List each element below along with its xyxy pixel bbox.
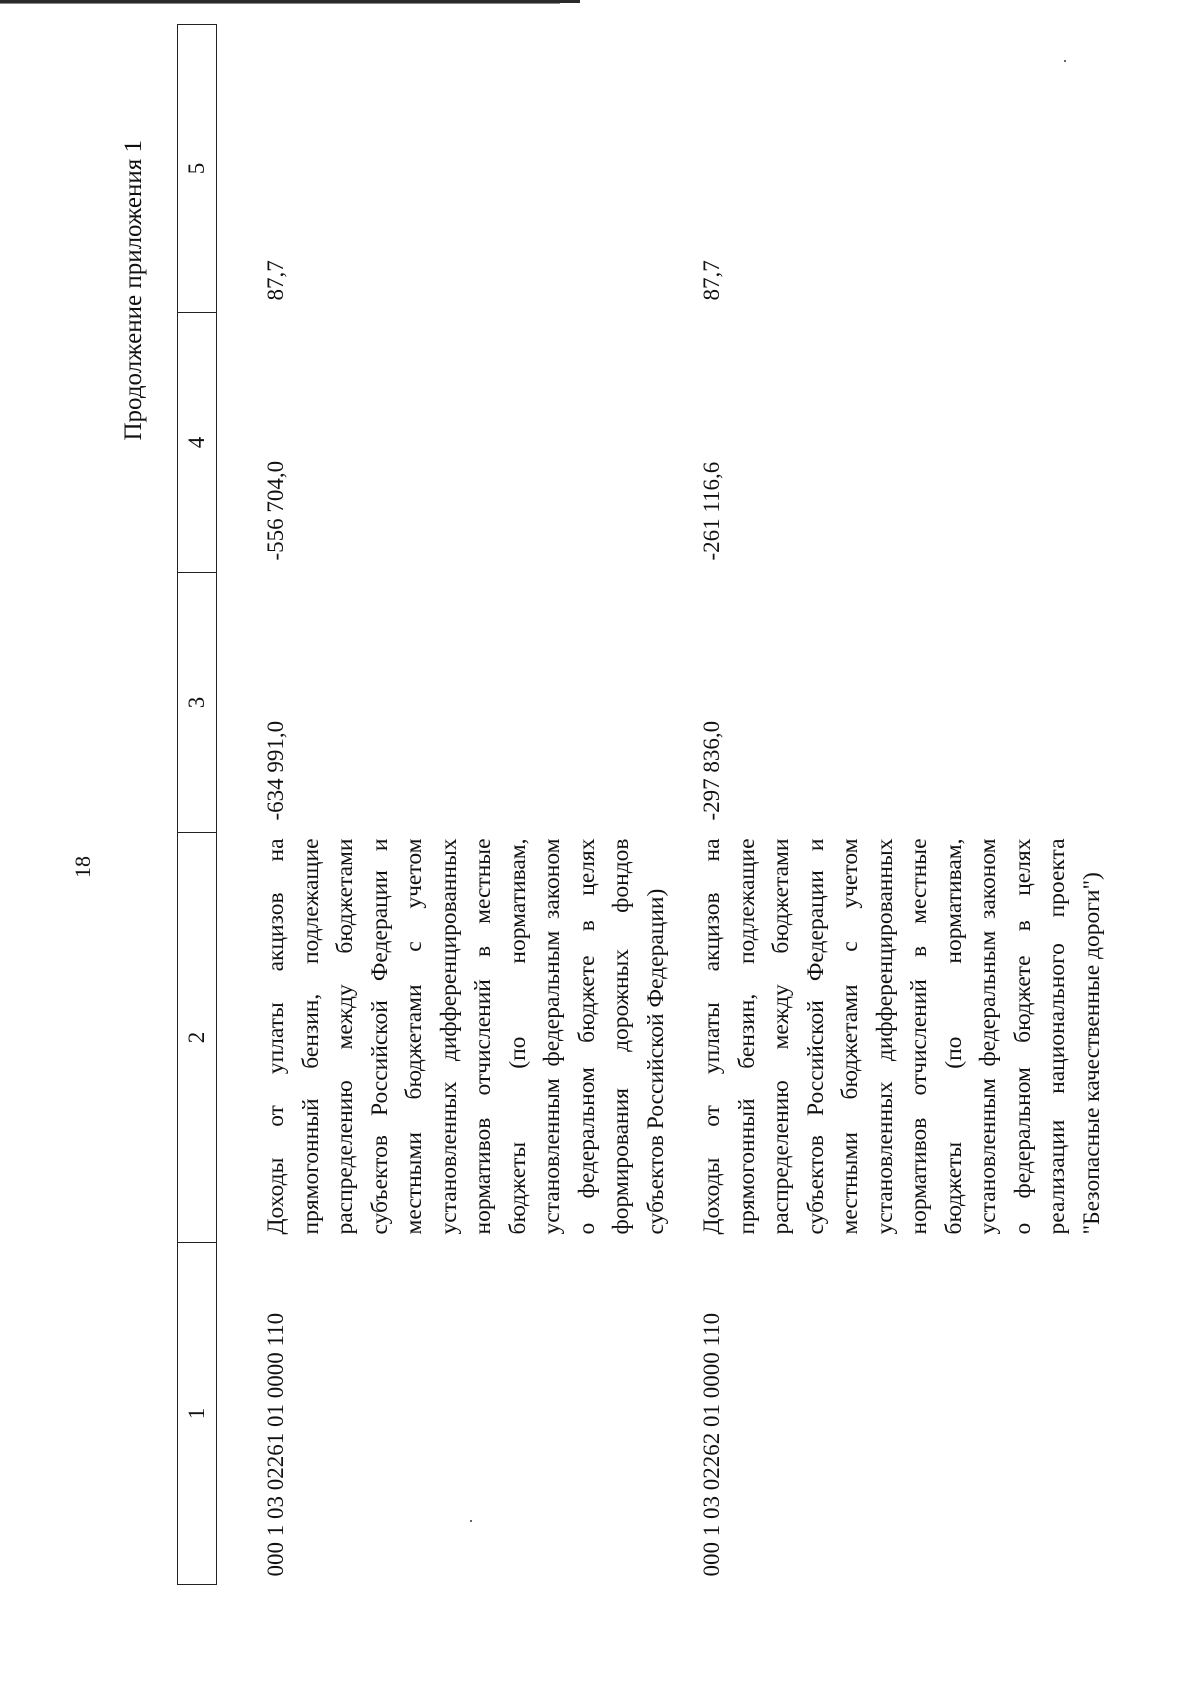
income-description: Доходы от уплаты акцизов на прямогонный бензин, подлежащие распределению между бюджетами субъектов Российской Федерации и местными бюджетами с учетом установленных дифференцированных нормативов отчислений в местные бюджеты (по нормативам, установленным федеральным законом о федеральном бюджете в целях формирования дорожных фондов субъектов Российской Федерации) (263, 838, 669, 1235)
income-description: Доходы от уплаты акцизов на прямогонный бензин, подлежащие распределению между бюджетами субъектов Российской Федерации и местными бюджетами с учетом установленных дифференцированных нормативов отчислений в местные бюджеты (по нормативам, установленным федеральным законом о федеральном бюджете в целях реализации национального проекта "Безопасные качественные дороги") (699, 838, 1105, 1235)
column-header-5: 5 (178, 25, 217, 313)
column-number-header-row (178, 25, 217, 1585)
budget-code: 000 1 03 02261 01 0000 110 (263, 1312, 288, 1577)
column-header-1: 1 (178, 1243, 217, 1585)
amount-col4: -261 116,6 (699, 461, 724, 561)
column-header-3: 3 (178, 573, 217, 833)
table-row (673, 25, 1109, 1585)
budget-code: 000 1 03 02262 01 0000 110 (699, 1312, 724, 1577)
amount-col4: -556 704,0 (263, 460, 288, 561)
percent-col5: 87,7 (263, 260, 288, 301)
amount-col3: -634 991,0 (263, 720, 288, 821)
page-number: 18 (70, 856, 95, 878)
budget-table (177, 24, 1109, 1585)
column-header-4: 4 (178, 313, 217, 573)
table-row (217, 25, 674, 1585)
column-header-2: 2 (178, 833, 217, 1243)
amount-col3: -297 836,0 (699, 720, 724, 821)
continuation-header: Продолжение приложения 1 (120, 140, 147, 441)
percent-col5: 87,7 (699, 260, 724, 301)
